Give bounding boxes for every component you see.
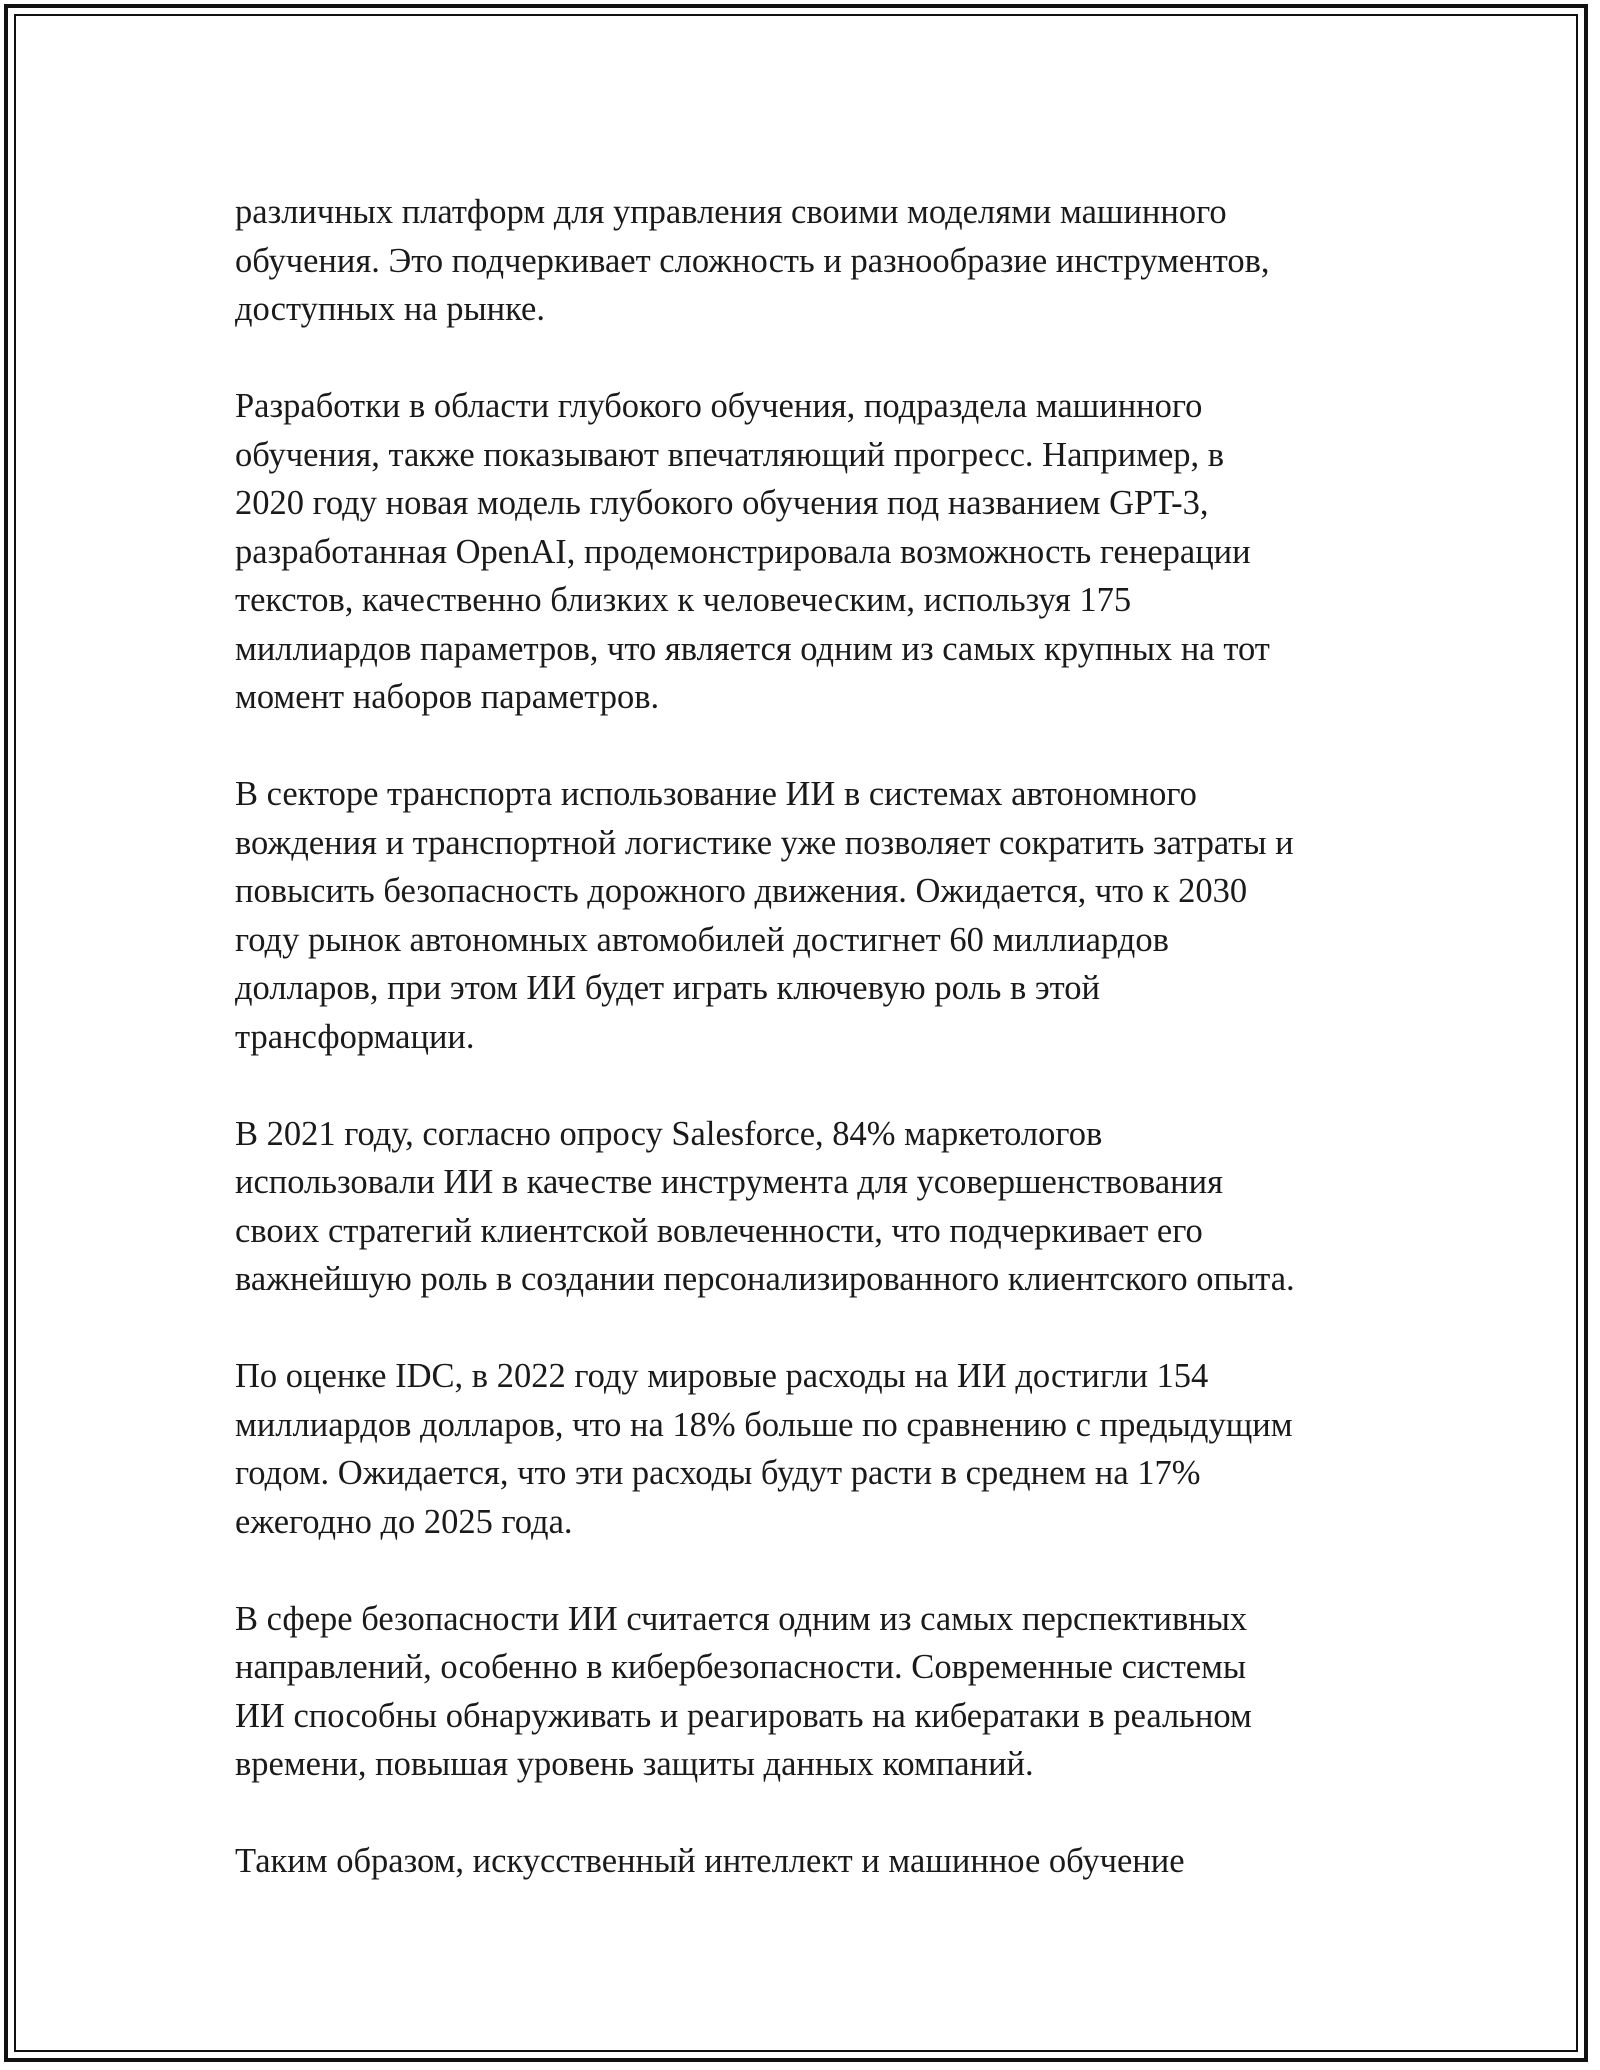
document-body bbox=[235, 188, 1385, 1886]
paragraph-platforms: различных платформ для управления своими моделями машинного обучения. Это подчеркивает сложность и разнообразие инструментов, доступных на рынке. bbox=[235, 193, 1270, 328]
paragraph-conclusion: Таким образом, искусственный интеллект и машинное обучение bbox=[235, 1842, 1185, 1880]
paragraph-security: В сфере безопасности ИИ считается одним из самых перспективных направлений, особенно в кибербезопасности. Современные системы ИИ способны обнаруживать и реагировать на кибератаки в реальном времени, повышая уровень защиты данных компаний. bbox=[235, 1599, 1252, 1783]
paragraph-spending: По оценке IDC, в 2022 году мировые расходы на ИИ достигли 154 миллиардов долларов, что на 18% больше по сравнению с предыдущим годом. Ожидается, что эти расходы будут расти в среднем на 17% ежегодно до 2025 года. bbox=[235, 1357, 1293, 1541]
paragraph-marketing: В 2021 году, согласно опросу Salesforce, 84% маркетологов использовали ИИ в качестве инструмента для усовершенствования своих стратегий клиентской вовлеченности, что подчеркивает его важнейшую роль в создании персонализированного клиентского опыта. bbox=[235, 1114, 1295, 1298]
paragraph-deep-learning: Разработки в области глубокого обучения, подраздела машинного обучения, также показывают впечатляющий прогресс. Например, в 2020 году новая модель глубокого обучения под названием GPT-3, разработанная OpenAI, продемонстрировала возможность генерации текстов, качественно близких к человеческим, используя 175 миллиардов параметров, что является одним из самых крупных на тот момент наборов параметров. bbox=[235, 387, 1270, 716]
paragraph-transport: В секторе транспорта использование ИИ в системах автономного вождения и транспортной логистике уже позволяет сократить затраты и повысить безопасность дорожного движения. Ожидается, что к 2030 году рынок автономных автомобилей достигнет 60 миллиардов долларов, при этом ИИ будет играть ключевую роль в этой трансформации. bbox=[235, 775, 1294, 1056]
